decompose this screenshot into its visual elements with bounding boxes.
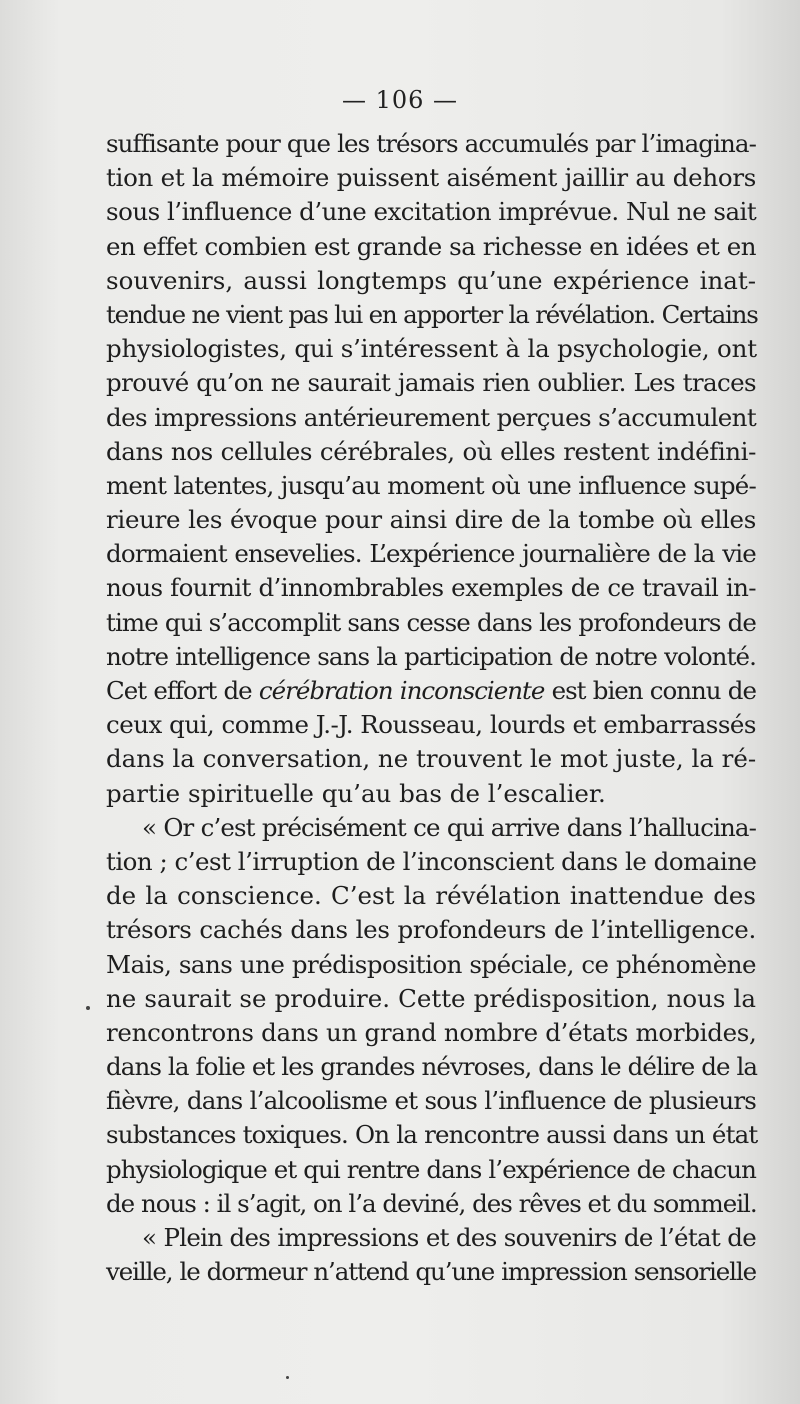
text-line: tendue ne vient pas lui en apporter la révélation. Certains — [106, 299, 758, 329]
text-line: physiologique et qui rentre dans l’expérience de chacun — [106, 1154, 756, 1184]
text-line: « Or c’est précisément ce qui arrive dans l’hallucina- — [142, 812, 756, 842]
text-line: sous l’influence d’une excitation imprévue. Nul ne sait — [106, 197, 757, 227]
italic-term: cérébration inconsciente — [258, 676, 545, 705]
ink-speck — [86, 1006, 90, 1010]
text-line: tion ; c’est l’irruption de l’inconscient dans le domaine — [106, 846, 757, 876]
text-line-emphasis — [106, 674, 756, 708]
text-line: dormaient ensevelies. L’expérience journalière de la vie — [106, 539, 756, 569]
text-run: est bien connu de — [544, 676, 756, 705]
text-line: ceux qui, comme J.-J. Rousseau, lourds et embarrassés — [106, 710, 756, 740]
text-line: dans la folie et les grandes névroses, dans le délire de la — [106, 1052, 758, 1082]
text-line: de la conscience. C’est la révélation inattendue des — [106, 881, 756, 911]
text-line: time qui s’accomplit sans cesse dans les profondeurs de — [106, 607, 756, 637]
text-line: de nous : il s’agit, on l’a deviné, des rêves et du sommeil. — [106, 1188, 757, 1218]
text-line: prouvé qu’on ne saurait jamais rien oublier. Les traces — [106, 368, 756, 398]
text-line: suffisante pour que les trésors accumulés par l’imagina- — [106, 129, 756, 158]
text-line: dans nos cellules cérébrales, où elles restent indéfini- — [106, 436, 756, 466]
text-line: substances toxiques. On la rencontre aussi dans un état — [106, 1120, 758, 1150]
ink-speck — [286, 1376, 289, 1379]
text-line: trésors cachés dans les profondeurs de l’intelligence. — [106, 915, 756, 945]
text-line: partie spirituelle qu’au bas de l’escalier. — [106, 778, 606, 808]
text-line: rieure les évoque pour ainsi dire de la tombe où elles — [106, 505, 756, 535]
text-line: dans la conversation, ne trouvent le mot juste, la ré- — [106, 744, 757, 774]
text-line: notre intelligence sans la participation de notre volonté. — [106, 641, 756, 671]
text-line: nous fournit d’innombrables exemples de ce travail in- — [106, 573, 756, 603]
text-line: des impressions antérieurement perçues s’accumulent — [106, 402, 757, 432]
text-line: veille, le dormeur n’attend qu’une impression sensorielle — [106, 1257, 756, 1287]
text-line: fièvre, dans l’alcoolisme et sous l’influence de plusieurs — [106, 1086, 756, 1116]
body-text — [106, 127, 756, 1289]
text-line: physiologistes, qui s’intéressent à la psychologie, ont — [106, 334, 757, 364]
text-line: en effet combien est grande sa richesse en idées et en — [106, 231, 756, 261]
text-run: Cet effort de — [106, 676, 259, 705]
text-line: rencontrons dans un grand nombre d’états morbides, — [106, 1017, 757, 1047]
text-line: Mais, sans une prédisposition spéciale, ce phénomène — [106, 949, 756, 979]
text-line: souvenirs, aussi longtemps qu’une expérience inat- — [106, 265, 756, 295]
text-line: ne saurait se produire. Cette prédisposition, nous la — [106, 983, 756, 1013]
text-line: ment latentes, jusqu’au moment où une influence supé- — [106, 470, 756, 500]
text-line: « Plein des impressions et des souvenirs de l’état de — [142, 1223, 756, 1252]
page-number: — 106 — — [341, 86, 459, 114]
text-line: tion et la mémoire puissent aisément jaillir au dehors — [106, 163, 756, 193]
